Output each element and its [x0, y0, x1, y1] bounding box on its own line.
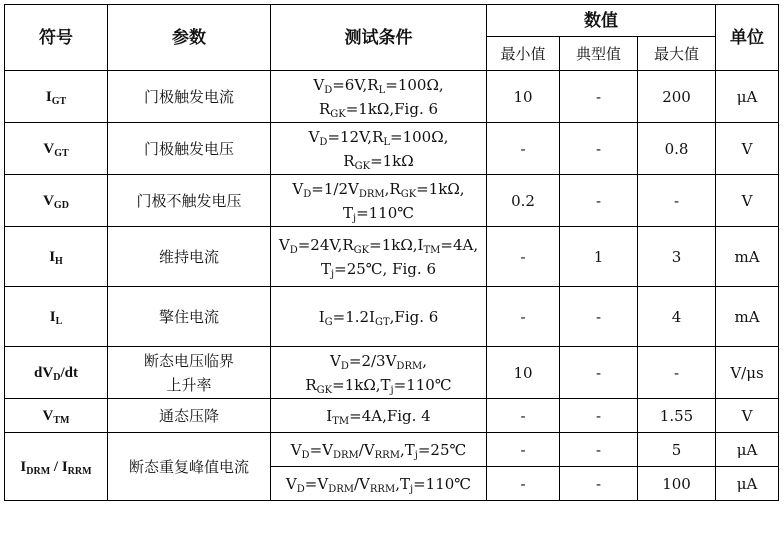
- max-cell: -: [638, 347, 716, 399]
- min-cell: 10: [487, 71, 560, 123]
- header-symbol: 符号: [5, 5, 108, 71]
- header-parameter: 参数: [108, 5, 271, 71]
- condition-cell: $V_D=2/3V_{DRM}$, $R_{GK}=1k\Omega,T_j=110℃$: [271, 347, 487, 399]
- header-conditions: 测试条件: [271, 5, 487, 71]
- typ-cell: -: [560, 467, 638, 501]
- symbol-text: $I_{GT}$: [45, 88, 67, 107]
- table-row: [5, 287, 779, 347]
- header-values: 数值: [487, 5, 716, 37]
- table-row: [5, 227, 779, 287]
- min-cell: 10: [487, 347, 560, 399]
- typ-cell: -: [560, 433, 638, 467]
- unit-cell: V: [716, 175, 779, 227]
- typ-cell: -: [560, 399, 638, 433]
- condition-cell: $V_D=12V,R_L=100\Omega$, $R_{GK}=1k\Omega$: [271, 123, 487, 175]
- header-typ: 典型值: [560, 37, 638, 71]
- typ-cell: -: [560, 175, 638, 227]
- unit-cell: μA: [716, 71, 779, 123]
- parameter-cell: 断态电压临界 上升率: [108, 347, 271, 399]
- min-cell: -: [487, 123, 560, 175]
- max-cell: 100: [638, 467, 716, 501]
- max-cell: 200: [638, 71, 716, 123]
- symbol-cell: $I_L$: [5, 287, 108, 347]
- typ-cell: -: [560, 71, 638, 123]
- symbol-cell: [5, 71, 108, 123]
- symbol-cell: $V_{GT}$: [5, 123, 108, 175]
- spec-table: [4, 4, 779, 501]
- typ-cell: -: [560, 347, 638, 399]
- parameter-cell: 门极触发电压: [108, 123, 271, 175]
- condition-cell: $V_D=1/2V_{DRM},R_{GK}=1k\Omega$, $T_j=110℃$: [271, 175, 487, 227]
- table-row: [5, 347, 779, 399]
- unit-cell: V: [716, 123, 779, 175]
- symbol-cell: $dV_D/dt$: [5, 347, 108, 399]
- table-row: [5, 123, 779, 175]
- typ-cell: 1: [560, 227, 638, 287]
- unit-cell: V/μs: [716, 347, 779, 399]
- table-row: [5, 399, 779, 433]
- typ-cell: -: [560, 123, 638, 175]
- table-row: [5, 175, 779, 227]
- max-cell: 0.8: [638, 123, 716, 175]
- max-cell: -: [638, 175, 716, 227]
- min-cell: 0.2: [487, 175, 560, 227]
- symbol-cell: $I_H$: [5, 227, 108, 287]
- condition-cell: $V_D=V_{DRM}/V_{RRM},T_j=110℃$: [271, 467, 487, 501]
- unit-cell: mA: [716, 287, 779, 347]
- header-max: 最大值: [638, 37, 716, 71]
- symbol-cell: $I_{DRM} / I_{RRM}$: [5, 433, 108, 501]
- condition-cell: $I_G=1.2I_{GT},Fig$. 6: [271, 287, 487, 347]
- max-cell: 4: [638, 287, 716, 347]
- header-unit: 单位: [716, 5, 779, 71]
- min-cell: -: [487, 467, 560, 501]
- max-cell: 3: [638, 227, 716, 287]
- unit-cell: μA: [716, 467, 779, 501]
- min-cell: -: [487, 227, 560, 287]
- min-cell: -: [487, 433, 560, 467]
- condition-cell: $V_D=6V,R_L=100\Omega$, $R_{GK}=1k\Omega,Fig$. 6: [271, 71, 487, 123]
- parameter-cell: 维持电流: [108, 227, 271, 287]
- max-cell: 1.55: [638, 399, 716, 433]
- typ-cell: -: [560, 287, 638, 347]
- symbol-cell: $V_{GD}$: [5, 175, 108, 227]
- table-row: [5, 433, 779, 467]
- symbol-cell: $V_{TM}$: [5, 399, 108, 433]
- parameter-cell: 门极触发电流: [108, 71, 271, 123]
- min-cell: -: [487, 399, 560, 433]
- parameter-cell: 断态重复峰值电流: [108, 433, 271, 501]
- unit-cell: mA: [716, 227, 779, 287]
- condition-cell: $I_{TM}=4A,Fig$. 4: [271, 399, 487, 433]
- unit-cell: V: [716, 399, 779, 433]
- header-min: 最小值: [487, 37, 560, 71]
- min-cell: -: [487, 287, 560, 347]
- parameter-cell: 通态压降: [108, 399, 271, 433]
- parameter-cell: 擎住电流: [108, 287, 271, 347]
- condition-cell: $V_D=V_{DRM}/V_{RRM},T_j=25℃$: [271, 433, 487, 467]
- table-row: [5, 71, 779, 123]
- parameter-cell: 门极不触发电压: [108, 175, 271, 227]
- unit-cell: μA: [716, 433, 779, 467]
- condition-cell: $V_D=24V,R_{GK}=1k\Omega,I_{TM}=4A$, $T_j=25℃$, Fig. 6: [271, 227, 487, 287]
- max-cell: 5: [638, 433, 716, 467]
